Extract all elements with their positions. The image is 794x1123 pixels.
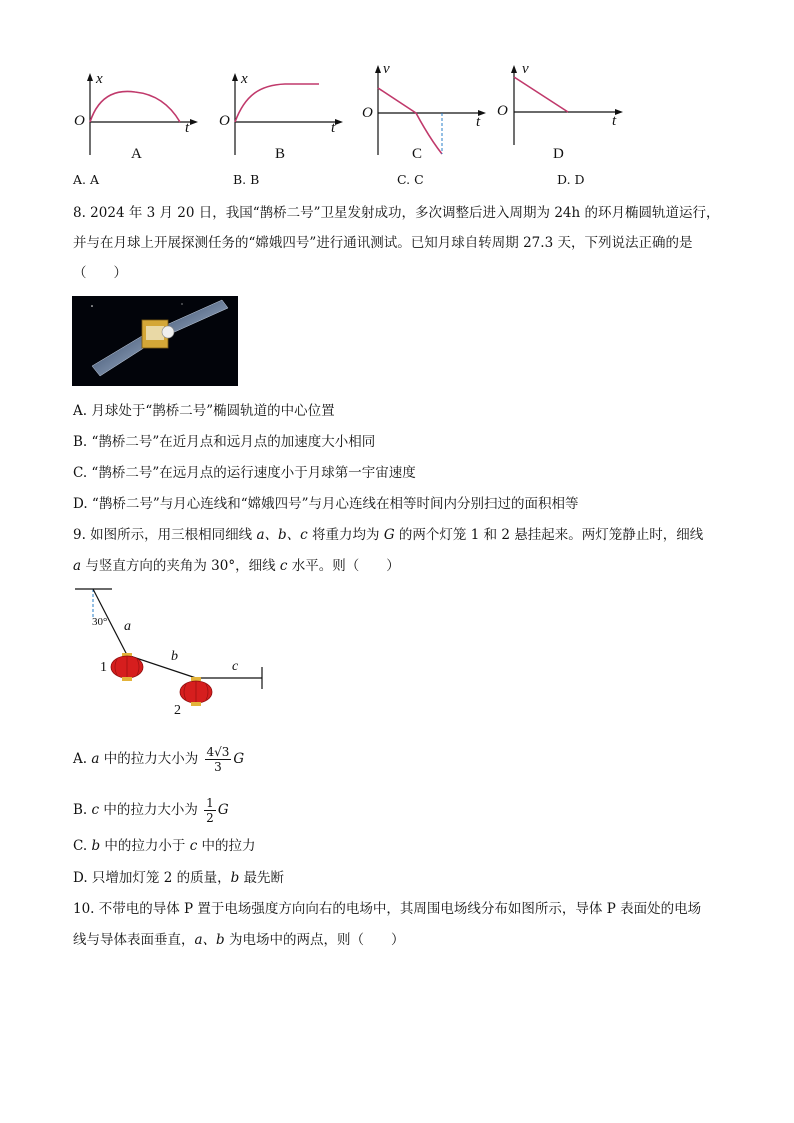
q9-stem-line2 [73,557,400,575]
graph-c-origin: O [362,105,373,121]
q7-option-b: B. B [233,172,260,187]
graph-b-t-label: t [331,120,336,136]
q10-line2-b: 为电场中的两点，则（ ） [224,932,405,948]
q8-option-a: A. 月球处于“鹊桥二号”椭圆轨道的中心位置 [73,403,335,419]
lantern-2 [180,677,212,706]
lantern-1-label: 1 [100,660,107,675]
fraction-numerator: 4√3 [206,745,230,759]
graph-d-y-label: v [522,61,529,77]
q10-line2-vars: a、b [194,932,225,948]
q9-option-a-mid: 中的拉力大小为 [99,751,203,767]
q9-option-a-g: G [233,751,245,767]
graph-d [500,60,630,150]
q8-option-d: D. “鹊桥二号”与月心连线和“嫦娥四号”与月心连线在相等时间内分别扫过的面积相等 [73,496,579,512]
q9-option-d-pre: D. 只增加灯笼 2 的质量， [73,870,231,886]
q9-stem-text-3: 的两个灯笼 1 和 2 悬挂起来。两灯笼静止时，细线 [394,527,704,543]
lantern-1 [111,653,143,681]
q9-option-c-mid: 中的拉力小于 [100,838,190,854]
q9-option-a-var: a [91,751,100,767]
q10-line2-a: 线与导体表面垂直， [73,932,195,948]
fraction-denominator: 3 [214,760,222,774]
q9-stem-vars: a、b、c [256,527,308,543]
q9-stem-text-1: 9. 如图所示，用三根相同细线 [73,527,257,543]
q9-option-b-pre: B. [73,802,92,818]
q9-option-b-fraction [204,796,216,825]
angle-label: 30° [92,616,108,628]
q9-option-b [73,791,229,829]
q9-option-a-pre: A. [73,751,92,767]
graph-a-caption: A [131,146,142,162]
q7-option-c: C. C [397,172,424,187]
q9-option-a [73,740,244,778]
q9-line2-var-c: c [279,558,288,574]
q9-line2-var-a: a [73,558,82,574]
q9-stem-text-2: 将重力均为 [307,527,384,543]
q9-option-c [73,837,256,855]
q9-option-b-mid: 中的拉力大小为 [99,802,203,818]
q9-option-c-end: 中的拉力 [197,838,256,854]
q8-stem-line2: 并与在月球上开展探测任务的“嫦娥四号”进行通讯测试。已知月球自转周期 27.3 天，下列说法正确的是 [73,235,693,251]
string-b-label: b [171,649,178,664]
string-c-label: c [232,659,239,674]
graph-a-t-label: t [185,120,190,136]
q9-option-a-fraction [205,745,232,774]
fraction-numerator: 1 [206,796,214,810]
q9-option-b-var: c [91,802,100,818]
graph-d-caption: D [553,146,564,162]
graph-d-t-label: t [612,113,617,129]
string-a-label: a [124,619,131,634]
graph-c-y-label: v [383,61,390,77]
q9-stem-g: G [383,527,395,543]
q7-option-a: A. A [73,172,100,187]
graph-b-caption: B [275,146,286,162]
graph-c-caption: C [412,146,423,162]
q9-line2-end: 水平。则（ ） [287,558,400,574]
q9-option-c-var: b [91,838,101,854]
q9-option-c-pre: C. [73,838,92,854]
q10-stem-line1: 10. 不带电的导体 P 置于电场强度方向向右的电场中，其周围电场线分布如图所示，导体 P 表面处的电场 [73,901,702,917]
fraction-denominator: 2 [206,811,214,825]
q10-stem-line2 [73,931,405,949]
q8-option-c: C. “鹊桥二号”在远月点的运行速度小于月球第一宇宙速度 [73,465,416,481]
graph-d-origin: O [497,103,508,119]
satellite-photo [72,296,238,386]
graph-c-t-label: t [476,114,481,130]
graph-a-origin: O [74,113,85,129]
graph-b-origin: O [219,113,230,129]
lantern-2-label: 2 [174,703,181,718]
q7-option-d: D. D [557,172,585,187]
q8-stem-line1: 8. 2024 年 3 月 20 日，我国“鹊桥二号”卫星发射成功，多次调整后进入周期为 24h 的环月椭圆轨道运行， [73,205,720,221]
q9-line2-text: 与竖直方向的夹角为 30°，细线 [81,558,280,574]
q9-option-b-g: G [217,802,229,818]
graph-a-y-label: x [96,71,103,87]
q9-option-d [73,869,284,887]
q8-option-b: B. “鹊桥二号”在近月点和远月点的加速度大小相同 [73,434,376,450]
q9-option-d-end: 最先断 [239,870,285,886]
q9-option-d-var: b [230,870,240,886]
q9-stem-line1 [73,526,703,544]
graph-c [358,60,488,160]
q9-option-c-var2: c [189,838,198,854]
graph-b-y-label: x [241,71,248,87]
q8-stem-line3: （ ） [73,265,127,281]
